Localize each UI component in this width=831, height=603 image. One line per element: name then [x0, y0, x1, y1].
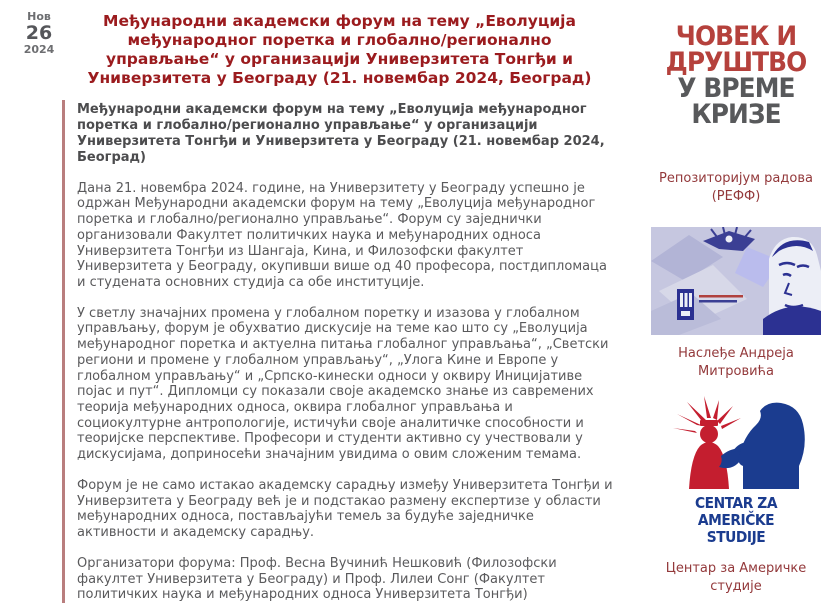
article-paragraph: Форум је не само истакао академску сарадњу између Универзитета Тонгђи и Универзитета у Београду већ је и подстакао размену експертизе у области међународних односа, постављајући темељ за будуће заједничке активности и академску сарадњу. [77, 477, 613, 541]
mitrovic-link[interactable]: Наслеђе Андреја Митровића [678, 346, 794, 379]
cas-link[interactable]: Центар за Америчке студије [665, 561, 807, 594]
mitrovic-banner-image[interactable] [651, 227, 821, 335]
article-paragraph: Дана 21. новембра 2024. године, на Универзитету у Београду успешно је одржан Међународни академски форум на тему „Еволуција међународног поретка и глобално/регионално управљање“. Форум су заједнички организовали Факултет политичких наука и међународних односа Универзитета Тонгђи из Шангаја, Кина, и Филозофски факултет Универзитета у Београду, окупивши више од 40 професора, постдипломаца и студената основних студија са обе институције. [77, 180, 607, 290]
page-title: Међународни академски форум на тему „Еволуција међународног поретка и глобално/регионално управљање“ у организацији Универзитета Тонгђи и Универзитета у Београду (21. новембар 2024, Београд) [87, 12, 592, 88]
mitrovic-banner-illustration [651, 227, 821, 335]
article-column [62, 8, 617, 603]
date-year: 2024 [23, 43, 55, 56]
article-paragraph: Организатори форума: Проф. Весна Вучинић Нешковић (Филозофски факултет Универзитета у Београду) и Проф. Лилеи Сонг (Факултет политичких наука и међународних односа Универзитета Тонгђи) [77, 555, 557, 603]
crisis-logo-line: КРИЗЕ [691, 99, 781, 130]
cas-logo-line: STUDIJE [706, 528, 766, 547]
crisis-logo-line: ЧОВЕК И [675, 21, 797, 52]
article-paragraph: У светлу значајних промена у глобалном поретку и изазова у глобалном управљању, форум је обухватио дискусије на теме као што су „Еволуција међународног поретка и актуелна питања глобалног управљања“, „Светски региони и промене у глобалном управљању“, „Улога Кине и Европе у глобалном управљању“ и „Српско-кинески односи у оквиру Иницијативе појас и пут“. Дипломци су показали своје академско знање из савремених теорија међународних односа, оквира глобалног управљања и социокултурне антропологије, истичући своје аналитичке способности и теоријске перспективе. Професори и студенти активно су учествовали у дискусијама, доприносећи значајним увидима о овим сложеним темама. [77, 305, 609, 463]
date-badge [16, 10, 62, 56]
cas-logo-illustration [661, 394, 811, 489]
article-body [62, 100, 617, 603]
sidebar [645, 0, 827, 595]
crisis-logo [652, 21, 819, 130]
cas-logo-line: CENTAR ZA AMERIČKE [694, 494, 778, 530]
repository-link[interactable]: Репозиторијум радова (РЕФФ) [659, 171, 813, 204]
cas-logo-text [667, 495, 805, 546]
cas-banner-image[interactable] [661, 394, 811, 546]
date-month: Нов [27, 10, 51, 23]
crisis-logo-line: У ВРЕМЕ [677, 73, 795, 104]
article-lead: Међународни академски форум на тему „Еволуција међународног поретка и глобално/регионално управљање“ у организацији Универзитета Тонгђи и Универзитета у Београду (21. новембар 2024, Београд) [77, 102, 605, 165]
crisis-logo-line: ДРУШТВО [665, 47, 807, 78]
date-day: 26 [25, 22, 53, 44]
